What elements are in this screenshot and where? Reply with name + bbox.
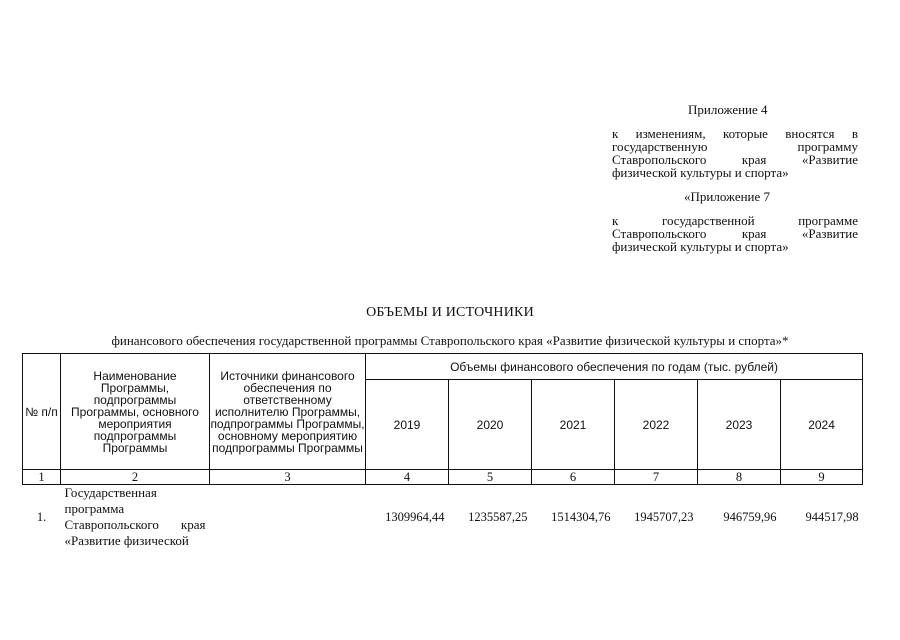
document-subtitle: финансового обеспечения государственной программы Ставропольского края «Развитие физической культуры и спорта»* xyxy=(111,333,789,348)
header-year: 2021 xyxy=(532,380,615,470)
financing-table xyxy=(22,353,863,549)
header-year: 2019 xyxy=(366,380,449,470)
header-volumes: Объемы финансового обеспечения по годам (тыс. рублей) xyxy=(366,354,863,380)
header-year: 2023 xyxy=(698,380,781,470)
value-cell: 1309964,44 xyxy=(385,509,445,524)
header-year: 2022 xyxy=(615,380,698,470)
appendix-text: к изменениям, которые вносятся в государственную программу Ставропольского края «Развитие физической культуры и спорта» xyxy=(612,126,858,180)
header-name: Наименование Программы, подпрограммы Программы, основного мероприятия подпрограммы Программы xyxy=(61,354,210,470)
header-sources: Источники финансового обеспечения по ответственному исполнителю Программы, подпрограммы Программы, основному мероприятию подпрограммы Программы xyxy=(210,354,366,470)
column-number: 5 xyxy=(449,470,532,485)
column-number: 7 xyxy=(615,470,698,485)
value-cell: 946759,96 xyxy=(723,509,777,524)
header-num: № п/п xyxy=(23,354,61,470)
appendix-title: Приложение 4 xyxy=(688,102,768,117)
value-cell: 1514304,76 xyxy=(551,509,611,524)
table-row xyxy=(23,485,863,550)
column-number: 8 xyxy=(698,470,781,485)
appendix-7-text: к государственной программе Ставропольского края «Развитие физической культуры и спорта» xyxy=(612,213,858,254)
value-cell: 1235587,25 xyxy=(468,509,528,524)
column-number: 6 xyxy=(532,470,615,485)
column-number: 3 xyxy=(210,470,366,485)
row-number: 1. xyxy=(36,509,47,524)
program-name: Государственная программа Ставропольского края «Развитие физической xyxy=(64,485,206,548)
funding-source xyxy=(210,485,366,550)
document-title: ОБЪЕМЫ И ИСТОЧНИКИ xyxy=(366,305,534,320)
column-number: 4 xyxy=(366,470,449,485)
header-year: 2024 xyxy=(781,380,863,470)
appendix-7-title: «Приложение 7 xyxy=(684,189,771,204)
column-number: 2 xyxy=(61,470,210,485)
column-number: 9 xyxy=(781,470,863,485)
value-cell: 1945707,23 xyxy=(634,509,694,524)
value-cell: 944517,98 xyxy=(805,509,859,524)
column-number-row xyxy=(23,470,863,485)
header-year: 2020 xyxy=(449,380,532,470)
column-number: 1 xyxy=(23,470,61,485)
